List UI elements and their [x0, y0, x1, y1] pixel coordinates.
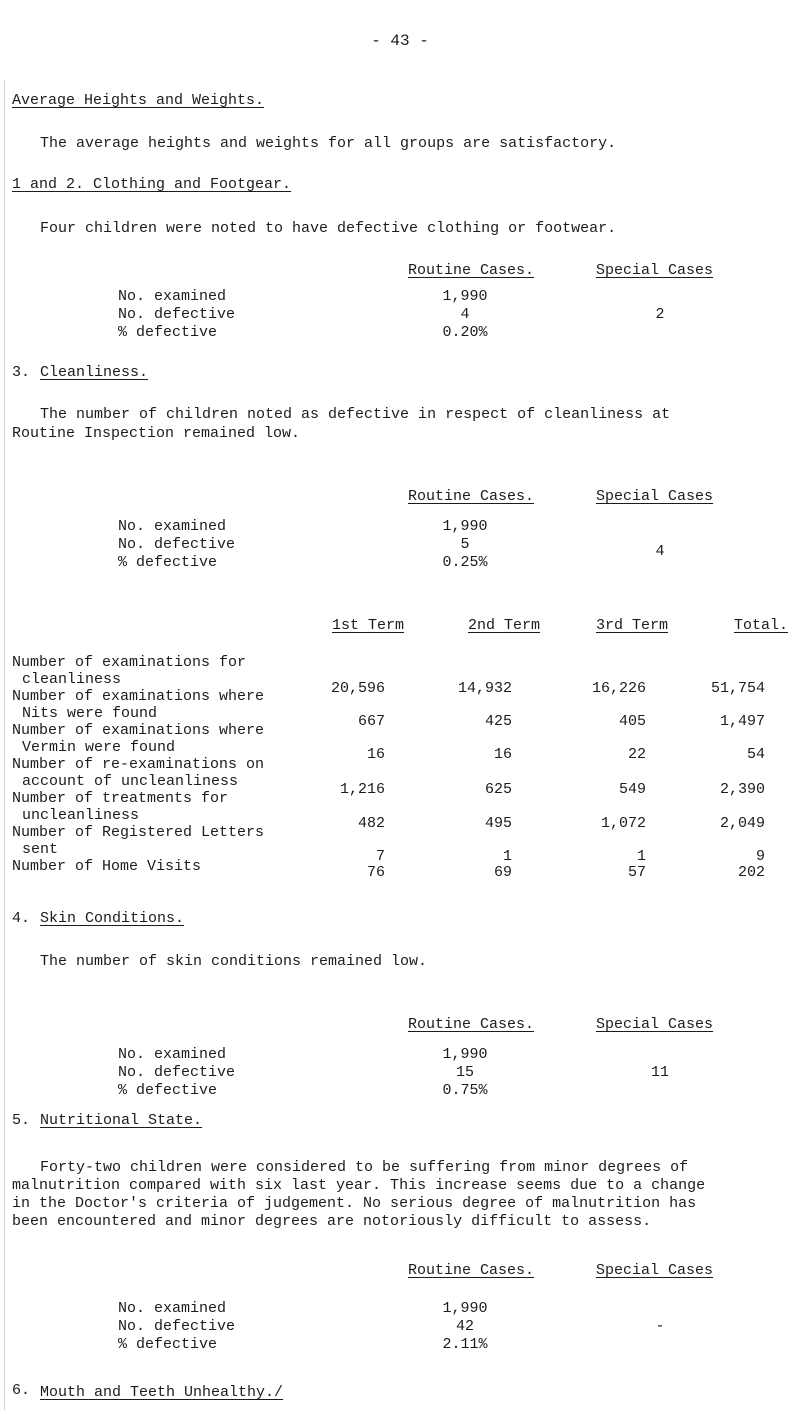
terms-value: 202 [737, 864, 765, 881]
nutrition-routine-value: 42 [455, 1318, 474, 1335]
terms-value: 16 [493, 746, 512, 763]
terms-value: 9 [755, 848, 765, 865]
terms-row-label: Number of Home Visits [12, 858, 202, 875]
cleanliness-routine-value: 1,990 [442, 518, 488, 535]
nutrition-col-special: Special Cases [596, 1262, 714, 1279]
skin-routine-value: 1,990 [442, 1046, 488, 1063]
nutrition-special-value: - [655, 1318, 665, 1335]
skin-special-value: 11 [650, 1064, 669, 1081]
terms-value: 1 [502, 848, 512, 865]
skin-row-label: No. examined [118, 1046, 227, 1063]
cleanliness-heading: Cleanliness. [40, 364, 149, 381]
terms-value: 14,932 [457, 680, 512, 697]
clothing-row-label: No. defective [118, 306, 236, 323]
left-margin-rule [4, 80, 5, 1410]
terms-row-label-cont: Vermin were found [22, 739, 176, 756]
skin-number: 4. [12, 910, 31, 927]
terms-value: 1 [636, 848, 646, 865]
terms-value: 7 [375, 848, 385, 865]
nutrition-line: in the Doctor's criteria of judgement. No serious degree of malnutrition has [12, 1195, 697, 1212]
nutrition-line: been encountered and minor degrees are notoriously difficult to assess. [12, 1213, 652, 1230]
cleanliness-col-special: Special Cases [596, 488, 714, 505]
terms-value: 482 [357, 815, 385, 832]
terms-value: 2,049 [719, 815, 765, 832]
mouth-number: 6. [12, 1382, 31, 1399]
nutrition-line: malnutrition compared with six last year. This increase seems due to a change [12, 1177, 706, 1194]
cleanliness-number: 3. [12, 364, 31, 381]
terms-header: 1st Term [332, 617, 405, 634]
terms-header: 3rd Term [596, 617, 669, 634]
terms-row-label-cont: cleanliness [22, 671, 122, 688]
terms-value: 20,596 [330, 680, 385, 697]
terms-value: 1,072 [600, 815, 646, 832]
terms-value: 76 [366, 864, 385, 881]
nutrition-row-label: No. defective [118, 1318, 236, 1335]
terms-row-label-cont: uncleanliness [22, 807, 140, 824]
terms-value: 625 [484, 781, 512, 798]
nutrition-number: 5. [12, 1112, 31, 1129]
heights-weights-text: The average heights and weights for all groups are satisfactory. [40, 135, 617, 152]
cleanliness-text-line2: Routine Inspection remained low. [12, 425, 301, 442]
terms-value: 667 [357, 713, 385, 730]
skin-row-label: No. defective [118, 1064, 236, 1081]
nutrition-line: Forty-two children were considered to be suffering from minor degrees of [40, 1159, 689, 1176]
skin-routine-value: 15 [455, 1064, 474, 1081]
terms-row-label: Number of re-examinations on [12, 756, 265, 773]
cleanliness-routine-value: 0.25% [442, 554, 488, 571]
terms-value: 54 [746, 746, 765, 763]
terms-value: 549 [618, 781, 646, 798]
terms-row-label-cont: sent [22, 841, 59, 858]
terms-value: 2,390 [719, 781, 765, 798]
clothing-routine-value: 1,990 [442, 288, 488, 305]
terms-header: Total. [734, 617, 789, 634]
terms-row-label: Number of Registered Letters [12, 824, 265, 841]
skin-col-routine: Routine Cases. [408, 1016, 535, 1033]
cleanliness-special-value: 4 [655, 543, 665, 560]
terms-value: 425 [484, 713, 512, 730]
nutrition-routine-value: 1,990 [442, 1300, 488, 1317]
clothing-special-value: 2 [655, 306, 665, 323]
heights-weights-heading: Average Heights and Weights. [12, 92, 265, 109]
page-number: - 43 - [371, 32, 429, 50]
terms-row-label-cont: account of uncleanliness [22, 773, 239, 790]
terms-value: 16 [366, 746, 385, 763]
terms-row-label-cont: Nits were found [22, 705, 158, 722]
skin-row-label: % defective [118, 1082, 218, 1099]
terms-value: 51,754 [710, 680, 765, 697]
clothing-row-label: No. examined [118, 288, 227, 305]
terms-row-label: Number of examinations for [12, 654, 247, 671]
terms-value: 22 [627, 746, 646, 763]
cleanliness-row-label: No. examined [118, 518, 227, 535]
clothing-row-label: % defective [118, 324, 218, 341]
terms-row-label: Number of examinations where [12, 722, 265, 739]
terms-row-label: Number of treatments for [12, 790, 229, 807]
terms-value: 16,226 [591, 680, 646, 697]
nutrition-heading: Nutritional State. [40, 1112, 203, 1129]
mouth-heading: Mouth and Teeth Unhealthy./ [40, 1384, 284, 1401]
skin-heading: Skin Conditions. [40, 910, 185, 927]
clothing-col-special: Special Cases [596, 262, 714, 279]
terms-value: 57 [627, 864, 646, 881]
nutrition-row-label: % defective [118, 1336, 218, 1353]
terms-value: 69 [493, 864, 512, 881]
clothing-routine-value: 4 [460, 306, 470, 323]
terms-value: 1,497 [719, 713, 765, 730]
terms-row-label: Number of examinations where [12, 688, 265, 705]
terms-value: 1,216 [339, 781, 385, 798]
clothing-routine-value: 0.20% [442, 324, 488, 341]
nutrition-col-routine: Routine Cases. [408, 1262, 535, 1279]
cleanliness-routine-value: 5 [460, 536, 470, 553]
nutrition-row-label: No. examined [118, 1300, 227, 1317]
terms-value: 495 [484, 815, 512, 832]
clothing-text: Four children were noted to have defective clothing or footwear. [40, 220, 617, 237]
cleanliness-text-line1: The number of children noted as defective in respect of cleanliness at [40, 406, 671, 423]
clothing-heading: 1 and 2. Clothing and Footgear. [12, 176, 292, 193]
cleanliness-row-label: No. defective [118, 536, 236, 553]
nutrition-routine-value: 2.11% [442, 1336, 488, 1353]
skin-routine-value: 0.75% [442, 1082, 488, 1099]
terms-value: 405 [618, 713, 646, 730]
skin-col-special: Special Cases [596, 1016, 714, 1033]
clothing-col-routine: Routine Cases. [408, 262, 535, 279]
cleanliness-row-label: % defective [118, 554, 218, 571]
skin-text: The number of skin conditions remained low. [40, 953, 428, 970]
cleanliness-col-routine: Routine Cases. [408, 488, 535, 505]
terms-header: 2nd Term [468, 617, 541, 634]
